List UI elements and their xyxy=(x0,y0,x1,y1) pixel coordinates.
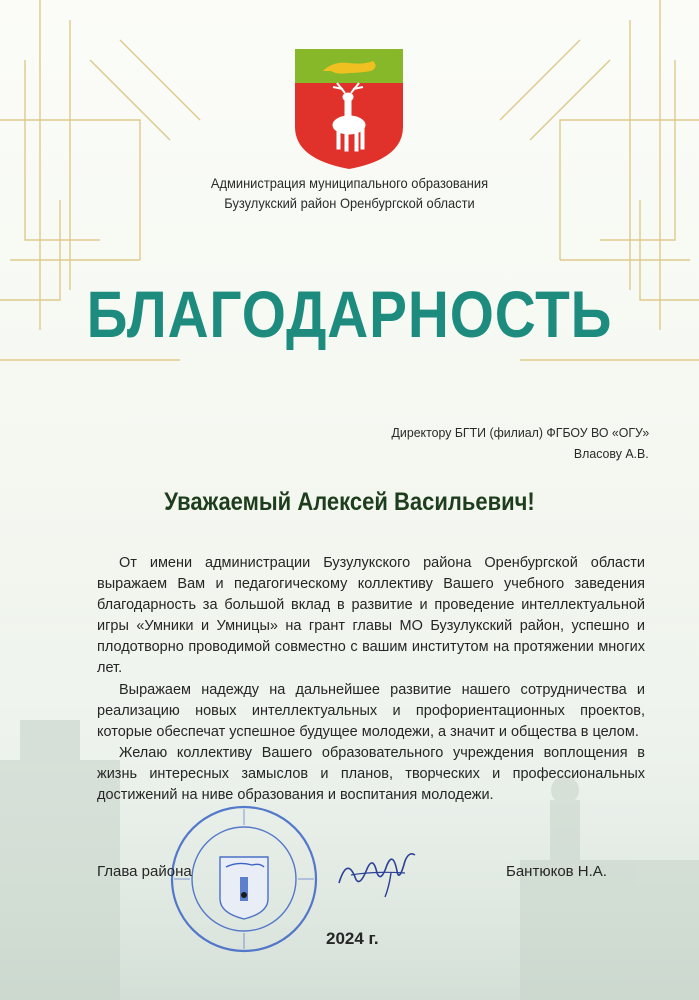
body-paragraph: От имени администрации Бузулукского района Оренбургской области выражаем Вам и педагогическому коллективу Вашего учебного заведения благодарность за большой вклад в развитие и проведение интеллектуальной игры «Умники и Умницы» на грант главы МО Бузулукский район, успешно и плодотворно проводимой совместно с вашим институтом на протяжении многих лет. xyxy=(97,555,645,676)
issuer-line-1: Администрация муниципального образования xyxy=(210,175,489,191)
handwritten-signature xyxy=(333,843,423,899)
recipient-name: Власову А.В. xyxy=(574,446,649,461)
document-title: БЛАГОДАРНОСТЬ xyxy=(86,277,613,351)
coat-of-arms-emblem xyxy=(293,47,405,171)
greeting: Уважаемый Алексей Васильевич! xyxy=(164,488,535,516)
document-year: 2024 г. xyxy=(326,929,379,948)
signatory-name: Бантюков Н.А. xyxy=(506,863,607,880)
signatory-title: Глава района xyxy=(97,863,192,880)
body-paragraph: Желаю коллективу Вашего образовательного учреждения воплощения в жизнь интересных замыслов и планов, творческих и профессиональных достижений на ниве образования и воспитания молодежи. xyxy=(97,745,645,803)
recipient-position: Директору БГТИ (филиал) ФГБОУ ВО «ОГУ» xyxy=(391,425,649,440)
body-paragraph: Выражаем надежду на дальнейшее развитие нашего сотрудничества и реализацию новых интеллектуальных и профориентационных проектов, которые обеспечат успешное будущее молодежи, а значит и общества в целом. xyxy=(97,682,645,740)
issuer-line-2: Бузулукский район Оренбургской области xyxy=(224,195,475,211)
